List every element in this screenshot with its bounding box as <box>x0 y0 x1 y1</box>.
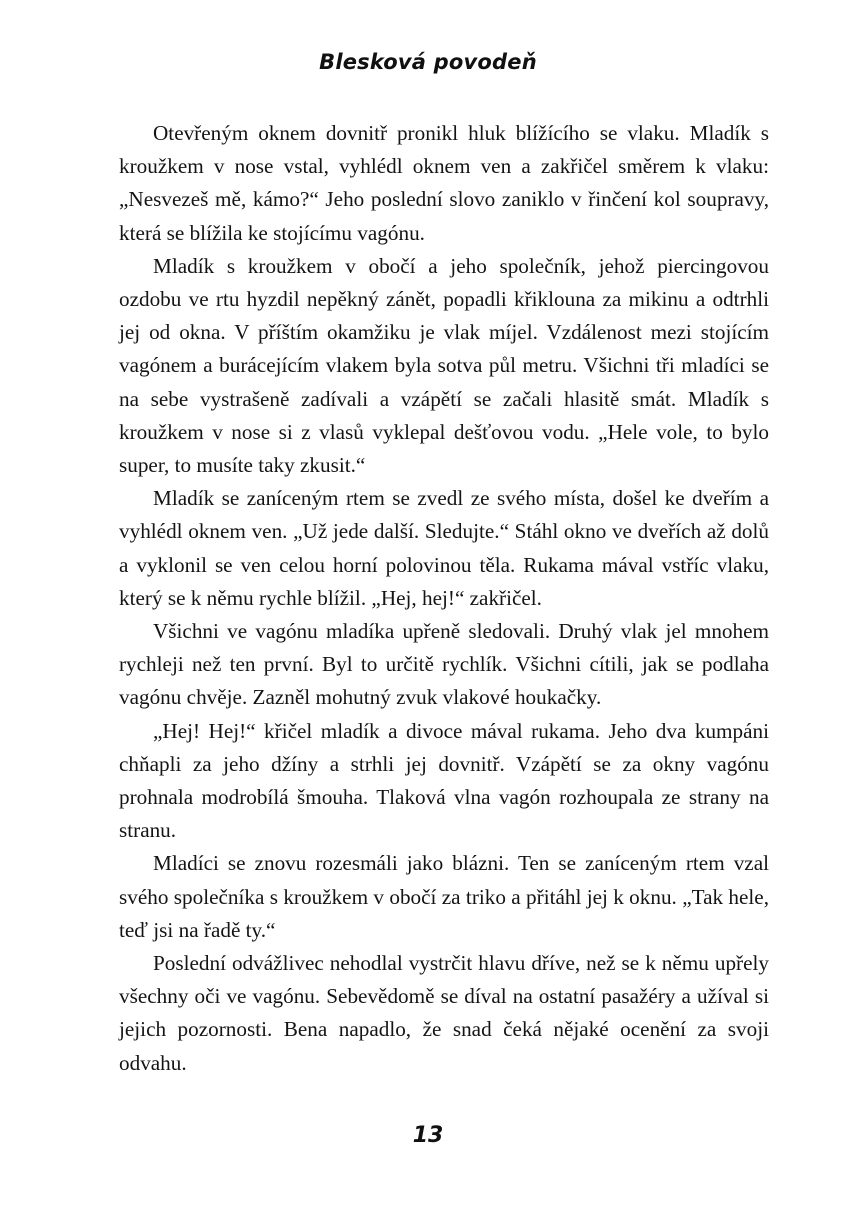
paragraph: Mladík se zaníceným rtem se zvedl ze svého místa, došel ke dveřím a vyhlédl oknem ven. „Už jede další. Sledujte.“ Stáhl okno ve dveřích až dolů a vyklonil se ven celou horní polovinou těla. Rukama mával vstříc vlaku, který se k němu rychle blížil. „Hej, hej!“ zakřičel. <box>119 486 769 610</box>
paragraph: Poslední odvážlivec nehodlal vystrčit hlavu dříve, než se k němu upřely všechny oči ve vagónu. Sebevědomě se díval na ostatní pasažéry a užíval si jejich pozornosti. Bena napadlo, že snad čeká nějaké ocenění za svoji odvahu. <box>119 951 769 1075</box>
paragraph: Všichni ve vagónu mladíka upřeně sledovali. Druhý vlak jel mnohem rychleji než ten první. Byl to určitě rychlík. Všichni cítili, jak se podlaha vagónu chvěje. Zazněl mohutný zvuk vlakové houkačky. <box>119 619 769 710</box>
body-text <box>119 117 769 1080</box>
running-head-title: Blesková povodeň <box>319 50 537 74</box>
page-number: 13 <box>412 1123 444 1148</box>
paragraph: Mladíci se znovu rozesmáli jako blázni. Ten se zaníceným rtem vzal svého společníka s kroužkem v obočí za triko a přitáhl jej k oknu. „Tak hele, teď jsi na řadě ty.“ <box>119 851 769 942</box>
paragraph: Otevřeným oknem dovnitř pronikl hluk blížícího se vlaku. Mladík s kroužkem v nose vstal, vyhlédl oknem ven a zakřičel směrem k vlaku: „Nesvezeš mě, kámo?“ Jeho poslední slovo zaniklo v řinčení kol soupravy, která se blížila ke stojícímu vagónu. <box>119 121 769 245</box>
paragraph: „Hej! Hej!“ křičel mladík a divoce mával rukama. Jeho dva kumpáni chňapli za jeho džíny a strhli jej dovnitř. Vzápětí se za okny vagónu prohnala modrobílá šmouha. Tlaková vlna vagón rozhoupala ze strany na stranu. <box>119 718 769 843</box>
paragraph: Mladík s kroužkem v obočí a jeho společník, jehož piercingovou ozdobu ve rtu hyzdil nepěkný zánět, popadli křiklouna za mikinu a odtrhli jej od okna. V příštím okamžiku je vlak míjel. Vzdálenost mezi stojícím vagónem a burácejícím vlakem byla sotva půl metru. Všichni tři mladíci se na sebe vystrašeně zadívali a vzápětí se začali hlasitě smát. Mladík s kroužkem v nose si z vlasů vyklepal dešťovou vodu. „Hele vole, to bylo super, to musíte taky zkusit.“ <box>119 253 769 478</box>
